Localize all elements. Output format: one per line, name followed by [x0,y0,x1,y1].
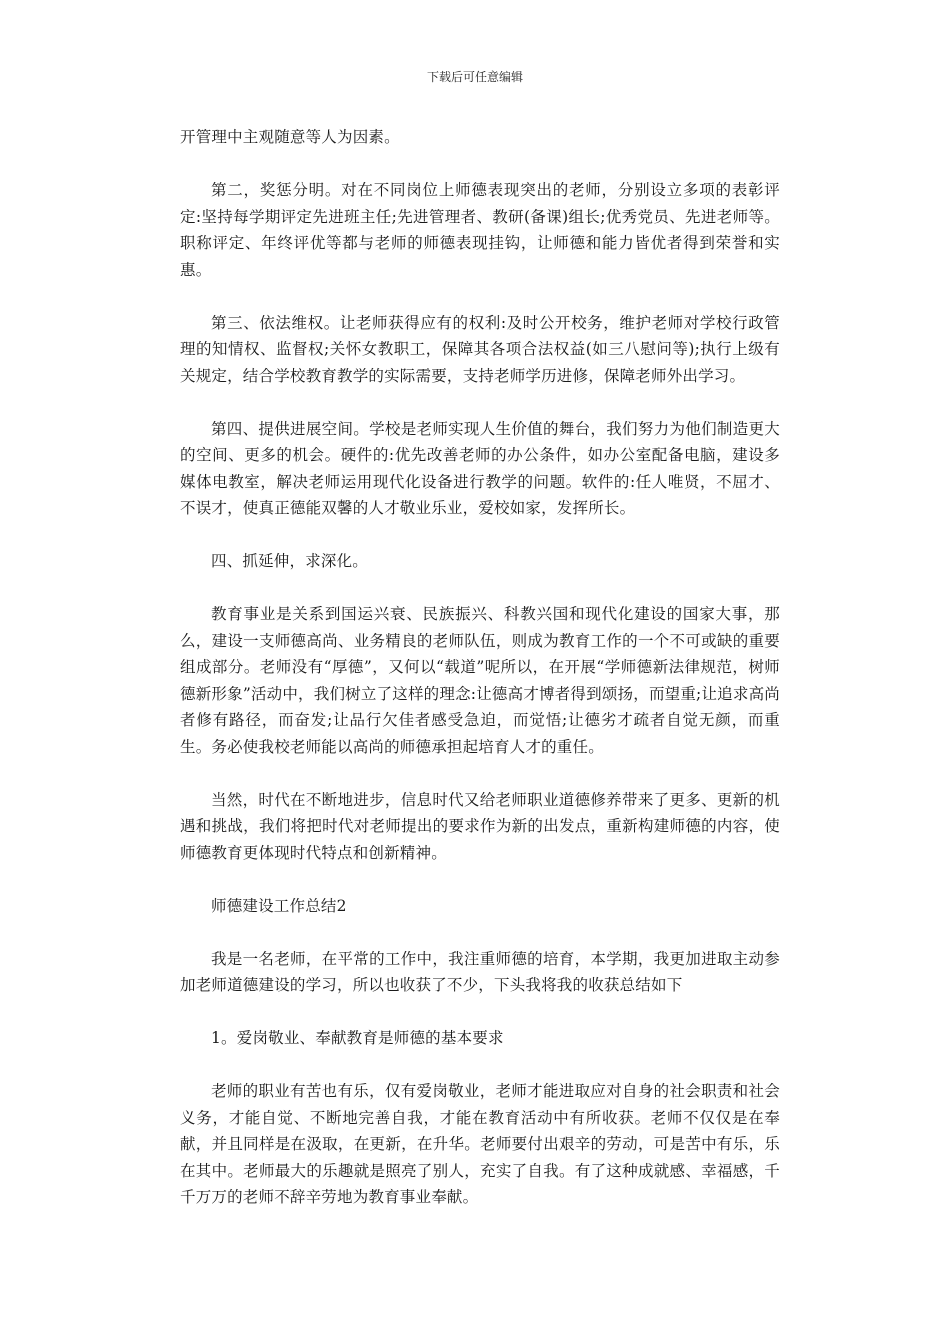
section-title-summary-2: 师德建设工作总结2 [211,896,347,915]
paragraph-rewards: 第二，奖惩分明。对在不同岗位上师德表现突出的老师，分别设立多项的表彰评定:坚持每学期评定先进班主任;先进管理者、教研(备课)组长;优秀党员、先进老师等。职称评定、年终评优等都与老师的师德表现挂钩，让师德和能力皆优者得到荣誉和实惠。 [180,181,780,279]
section-heading-1: 1。爱岗敬业、奉献教育是师德的基本要求 [211,1029,504,1047]
paragraph-development: 第四、提供进展空间。学校是老师实现人生价值的舞台，我们努力为他们制造更大的空间、更多的机会。硬件的:优先改善老师的办公条件，如办公室配备电脑，建设多媒体电教室，解决老师运用现代化设备进行教学的问题。软件的:任人唯贤，不屈才、不误才，使真正德能双馨的人才敬业乐业，爱校如家，发挥所长。 [180,419,780,517]
paragraph-continuation: 开管理中主观随意等人为因素。 [180,128,400,146]
document-body [180,124,780,1237]
paragraph-times: 当然，时代在不断地进步，信息时代又给老师职业道德修养带来了更多、更新的机遇和挑战，我们将把时代对老师提出的要求作为新的出发点，重新构建师德的内容，使师德教育更体现时代特点和创新精神。 [180,790,780,862]
paragraph-education: 教育事业是关系到国运兴衰、民族振兴、科教兴国和现代化建设的国家大事，那么，建设一支师德高尚、业务精良的老师队伍，则成为教育工作的一个不可或缺的重要组成部分。老师没有“厚德”，又何以“载道”呢所以，在开展“学师德新法律规范，树师德新形象”活动中，我们树立了这样的理念:让德高才博者得到颂扬，而望重;让追求高尚者修有路径，而奋发;让品行欠佳者感受急迫，而觉悟;让德劣才疏者自觉无颜，而重生。务必使我校老师能以高尚的师德承担起培育人才的重任。 [180,605,780,756]
paragraph-profession: 老师的职业有苦也有乐，仅有爱岗敬业，老师才能进取应对自身的社会职责和社会义务，才能自觉、不断地完善自我，才能在教育活动中有所收获。老师不仅仅是在奉献，并且同样是在汲取，在更新，在升华。老师要付出艰辛的劳动，可是苦中有乐，乐在其中。老师最大的乐趣就是照亮了别人，充实了自我。有了这种成就感、幸福感，千千万万的老师不辞辛劳地为教育事业奉献。 [180,1082,780,1206]
paragraph-intro: 我是一名老师，在平常的工作中，我注重师德的培育，本学期，我更加进取主动参加老师道德建设的学习，所以也收获了不少，下头我将我的收获总结如下 [180,949,780,994]
section-heading-four: 四、抓延伸，求深化。 [211,552,369,570]
paragraph-rights: 第三、依法维权。让老师获得应有的权利:及时公开校务，维护老师对学校行政管理的知情权、监督权;关怀女教职工，保障其各项合法权益(如三八慰问等);执行上级有关规定，结合学校教育教学的实际需要，支持老师学历进修，保障老师外出学习。 [180,313,780,385]
page-header: 下载后可任意编辑 [426,70,523,84]
